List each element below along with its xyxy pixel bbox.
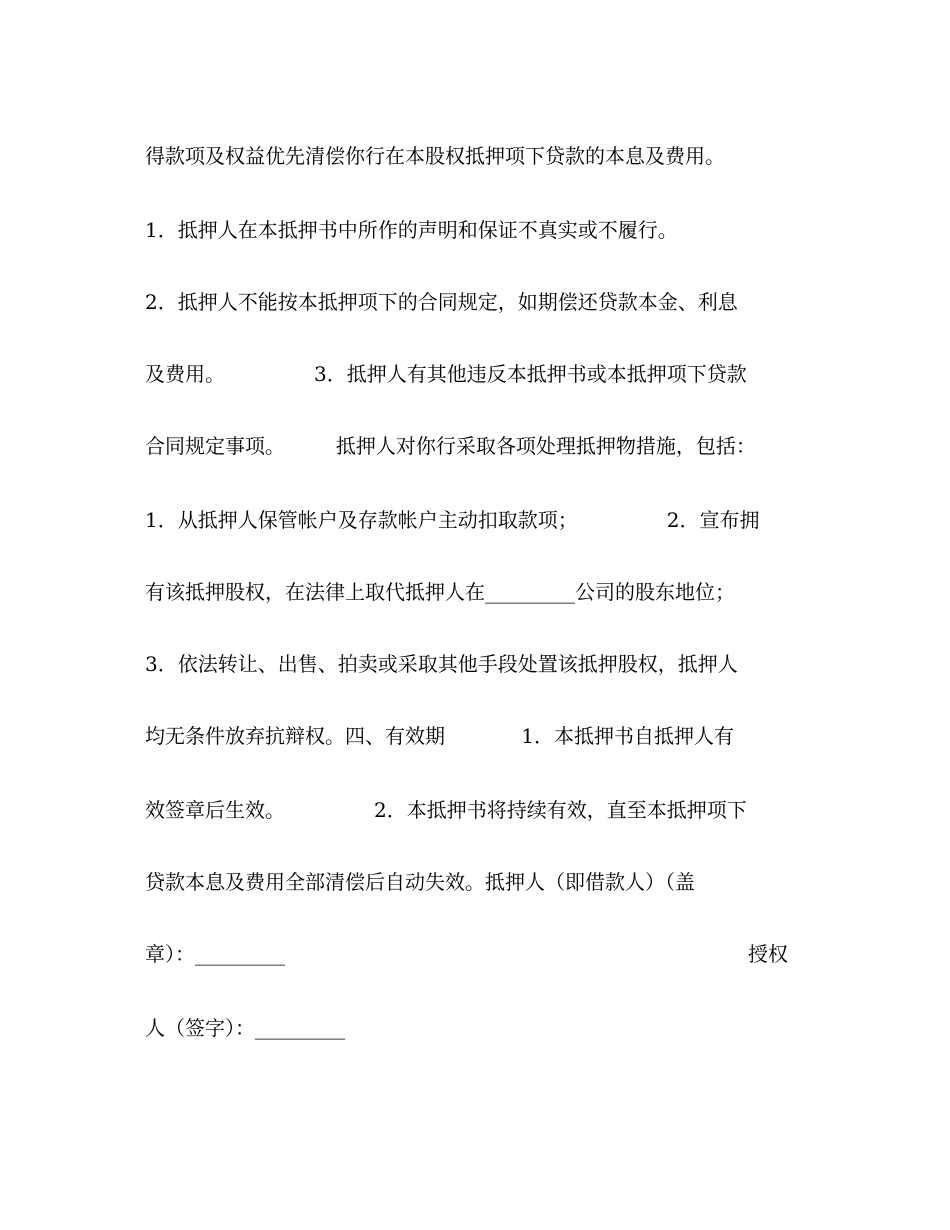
- line-text: 人（签字）：_________: [145, 1016, 345, 1040]
- text-line-4: [145, 359, 805, 389]
- text-line-6: [145, 505, 805, 535]
- text-line-10: [145, 795, 805, 825]
- line-text: 贷款本息及费用全部清偿后自动失效。抵押人（即借款人）（盖: [145, 870, 695, 894]
- line-text: 及费用。 3．抵押人有其他违反本抵押书或本抵押项下贷款: [145, 362, 747, 386]
- text-line-1: [145, 141, 805, 171]
- line-text: 3．依法转让、出售、拍卖或采取其他手段处置该抵押股权，抵押人: [145, 652, 738, 676]
- text-line-7: [145, 577, 805, 607]
- line-text: 效签章后生效。 2．本抵押书将持续有效，直至本抵押项下: [145, 798, 747, 822]
- text-line-9: [145, 721, 805, 751]
- text-line-12: [145, 939, 805, 969]
- text-line-2: [145, 215, 805, 245]
- line-text: 1．从抵押人保管帐户及存款帐户主动扣取款项； 2．宣布拥: [145, 508, 760, 532]
- text-line-3: [145, 287, 805, 317]
- text-line-5: [145, 431, 805, 461]
- line-text: 有该抵押股权，在法律上取代抵押人在_________公司的股东地位；: [145, 580, 735, 604]
- line-text: 1．抵押人在本抵押书中所作的声明和保证不真实或不履行。: [145, 218, 678, 242]
- text-line-13: [145, 1013, 805, 1043]
- line-text: 合同规定事项。 抵押人对你行采取各项处理抵押物措施，包括：: [145, 434, 756, 458]
- text-line-11: [145, 867, 805, 897]
- line-text: 得款项及权益优先清偿你行在本股权抵押项下贷款的本息及费用。: [145, 144, 725, 168]
- line-text: 2．抵押人不能按本抵押项下的合同规定，如期偿还贷款本金、利息: [145, 290, 738, 314]
- line-text: 章）：_________: [145, 942, 285, 966]
- text-line-8: [145, 649, 805, 679]
- line-text-right: 授权: [748, 942, 788, 966]
- line-text: 均无条件放弃抗辩权。四、有效期 1．本抵押书自抵押人有: [145, 724, 735, 748]
